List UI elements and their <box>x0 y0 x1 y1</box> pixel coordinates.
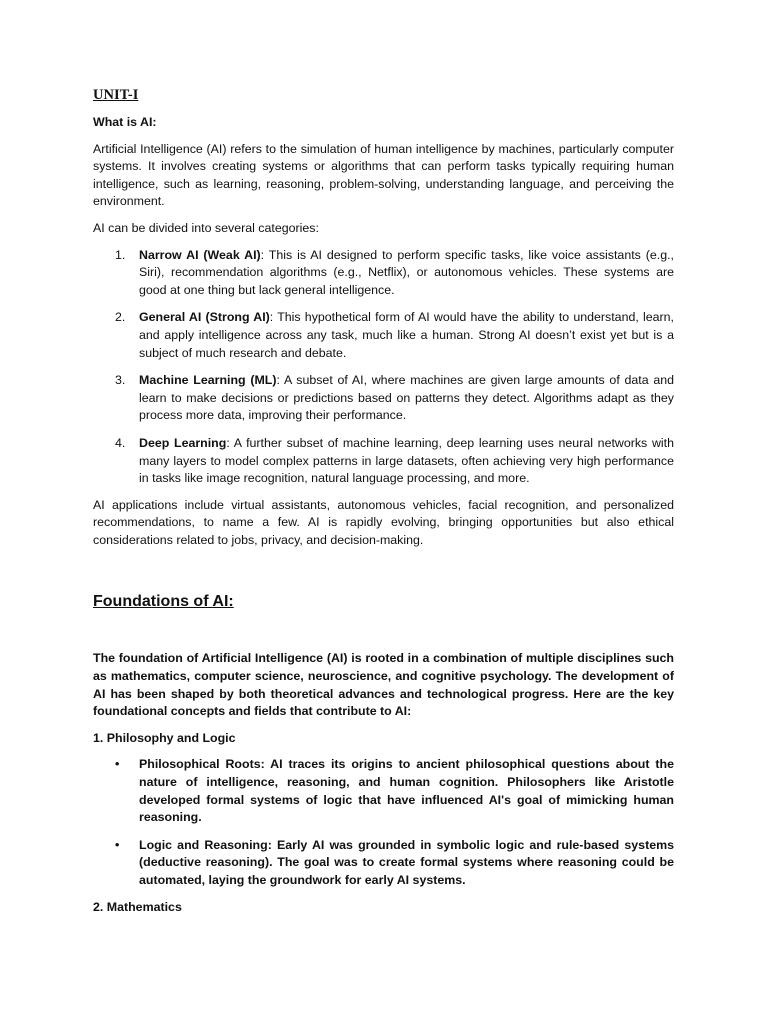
applications-paragraph: AI applications include virtual assistants, autonomous vehicles, facial recognition, and personalized recommendations, to name a few. AI is rapidly evolving, bringing opportunities but also ethical considerations related to jobs, privacy, and decision-making. <box>93 497 674 547</box>
category-item <box>93 435 674 488</box>
unit-title: UNIT-I <box>93 87 139 103</box>
category-item <box>93 247 674 300</box>
section-heading-philosophy: 1. Philosophy and Logic <box>93 730 236 745</box>
category-item <box>93 372 674 425</box>
category-item <box>93 309 674 362</box>
category-text: : A further subset of machine learning, deep learning uses neural networks with many layers to model complex patterns in large datasets, often achieving very high performance in tasks like image recognition, natural language processing, and more. <box>139 435 674 486</box>
bullet-icon: • <box>115 837 120 852</box>
categories-intro: AI can be divided into several categories: <box>93 220 319 235</box>
list-number: 4. <box>115 435 126 450</box>
what-is-ai-heading: What is AI: <box>93 115 157 129</box>
list-number: 1. <box>115 247 126 262</box>
bullet-item <box>93 756 674 826</box>
intro-paragraph: Artificial Intelligence (AI) refers to the simulation of human intelligence by machines, particularly computer systems. It involves creating systems or algorithms that can perform tasks typically requiring human intelligence, such as learning, reasoning, problem-solving, understanding language, and perceiving the environment. <box>93 141 674 209</box>
bullet-item <box>93 837 674 890</box>
philosophy-bullets <box>93 756 674 889</box>
bullet-text: Philosophical Roots: AI traces its origins to ancient philosophical questions about the nature of intelligence, reasoning, and human cognition. Philosophers like Aristotle developed formal systems of logic that have influenced AI's goal of mimicking human reasoning. <box>139 757 674 825</box>
category-text: : This hypothetical form of AI would have the ability to understand, learn, and apply intelligence across any task, much like a human. Strong AI doesn’t exist yet but is a subject of much research and debate. <box>139 310 674 360</box>
bullet-text: Logic and Reasoning: Early AI was grounded in symbolic logic and rule-based systems (deductive reasoning). The goal was to create formal systems where reasoning could be automated, laying the groundwork for early AI systems. <box>139 837 674 887</box>
foundations-title: Foundations of AI: <box>93 593 234 611</box>
list-number: 2. <box>115 310 126 325</box>
category-text: : A subset of AI, where machines are given large amounts of data and learn to make decisions or predictions based on patterns they detect. Algorithms adapt as they process more data, improving their performance. <box>139 373 674 423</box>
category-term: Deep Learning <box>139 435 227 450</box>
category-text: : This is AI designed to perform specific tasks, like voice assistants (e.g., Siri), recommendation algorithms (e.g., Netflix), or autonomous vehicles. These systems are good at one thing but lack general intelligence. <box>139 247 674 297</box>
category-term: General AI (Strong AI) <box>139 310 270 325</box>
category-term: Narrow AI (Weak AI) <box>139 247 261 262</box>
foundations-intro: The foundation of Artificial Intelligence (AI) is rooted in a combination of multiple disciplines such as mathematics, computer science, neuroscience, and cognitive psychology. The development of AI has been shaped by both theoretical advances and technological progress. Here are the key foundational concepts and fields that contribute to AI: <box>93 651 674 719</box>
categories-list <box>93 247 674 488</box>
bullet-icon: • <box>115 757 120 772</box>
list-number: 3. <box>115 373 126 388</box>
document-page <box>93 86 674 925</box>
section-heading-mathematics: 2. Mathematics <box>93 899 182 914</box>
category-term: Machine Learning (ML) <box>139 373 277 388</box>
